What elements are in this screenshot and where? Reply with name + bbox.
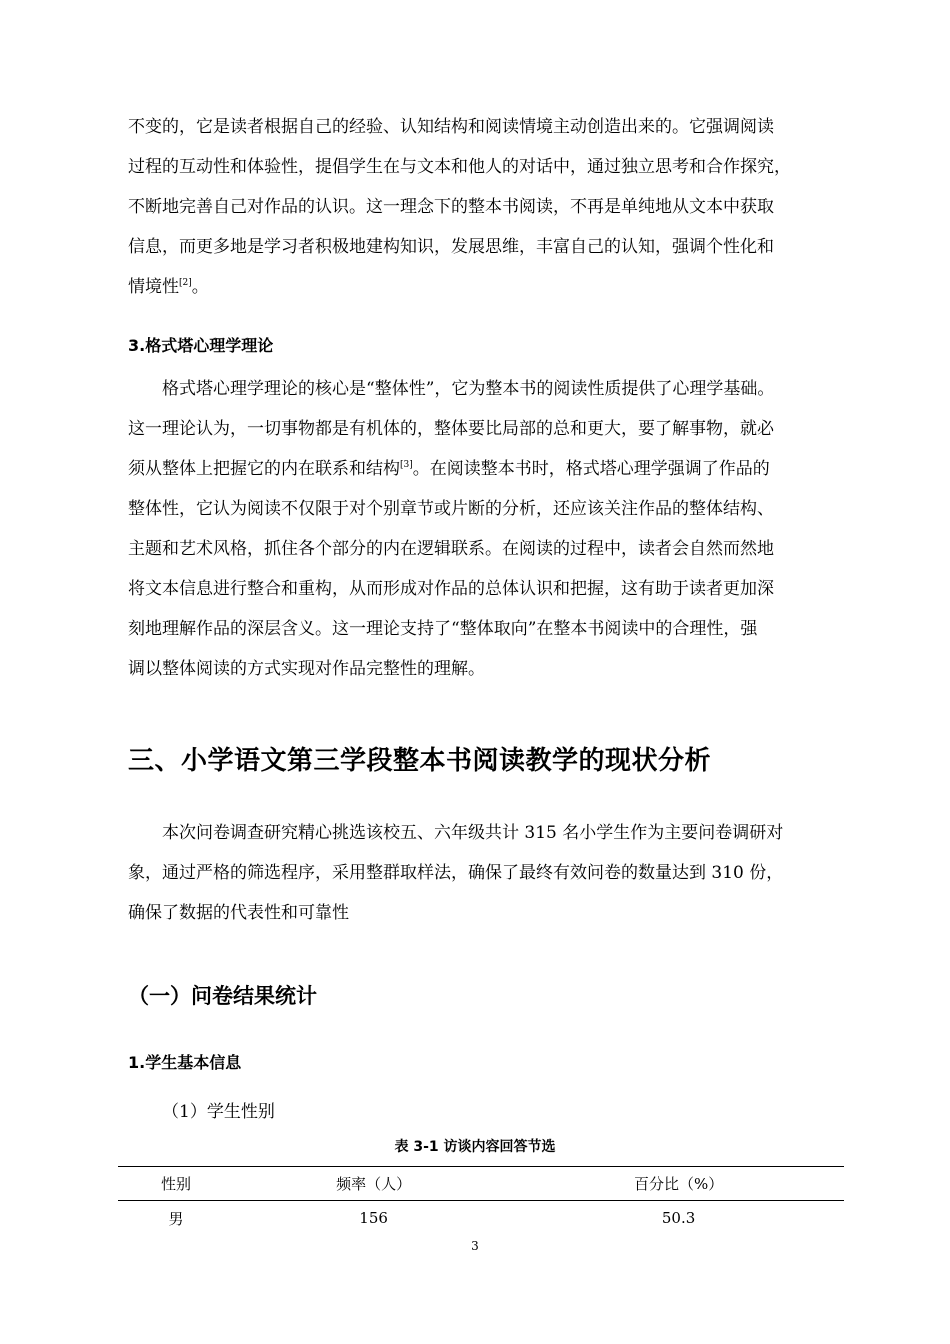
paragraph-gestalt xyxy=(128,369,858,689)
citation-ref: [2] xyxy=(179,278,192,288)
table-cell: 156 xyxy=(359,1209,388,1227)
column-header-percentage: 百分比（%） xyxy=(513,1167,844,1201)
text-line: 过程的互动性和体验性，提倡学生在与文本和他人的对话中，通过独立思考和合作探究， xyxy=(128,157,791,177)
item-label: （1）学生性别 xyxy=(162,1102,275,1122)
page-number: 3 xyxy=(471,1239,479,1253)
text-line: 象，通过严格的筛选程序，采用整群取样法，确保了最终有效问卷的数量达到 310 份， xyxy=(128,863,784,883)
section-heading: （一）问卷结果统计 xyxy=(128,984,317,1008)
column-header-gender: 性别 xyxy=(118,1167,234,1201)
paragraph-constructivism xyxy=(128,107,858,307)
text-line: 格式塔心理学理论的核心是“整体性”，它为整本书的阅读性质提供了心理学基础。 xyxy=(162,379,775,399)
text-fragment: 。 xyxy=(191,277,209,297)
text-fragment: 须从整体上把握它的内在联系和结构 xyxy=(128,459,400,479)
heading-gestalt-theory: 3.格式塔心理学理论 xyxy=(128,336,274,355)
text-line: 刻地理解作品的深层含义。这一理论支持了“整体取向”在整本书阅读中的合理性，强 xyxy=(128,619,758,639)
citation-ref: [3] xyxy=(400,460,413,470)
subsection-heading: 1.学生基本信息 xyxy=(128,1053,242,1072)
text-line: 确保了数据的代表性和可靠性 xyxy=(128,903,349,923)
text-line xyxy=(128,449,858,489)
text-line: 整体性，它认为阅读不仅限于对个别章节或片断的分析，还应该关注作品的整体结构、 xyxy=(128,499,774,519)
table-row xyxy=(118,1201,844,1233)
table-header-row xyxy=(118,1167,844,1201)
text-line: 不变的，它是读者根据自己的经验、认知结构和阅读情境主动创造出来的。它强调阅读 xyxy=(128,117,774,137)
text-line: 调以整体阅读的方式实现对作品完整性的理解。 xyxy=(128,659,485,679)
table-caption: 表 3-1 访谈内容回答节选 xyxy=(394,1139,556,1155)
text-line: 主题和艺术风格，抓住各个部分的内在逻辑联系。在阅读的过程中，读者会自然而然地 xyxy=(128,539,774,559)
text-line xyxy=(128,267,858,307)
text-fragment: 情境性 xyxy=(128,277,179,297)
gender-table xyxy=(118,1166,844,1232)
text-line: 信息，而更多地是学习者积极地建构知识，发展思维，丰富自己的认知，强调个性化和 xyxy=(128,237,774,257)
text-line: 本次问卷调查研究精心挑选该校五、六年级共计 315 名小学生作为主要问卷调研对 xyxy=(162,823,784,843)
text-fragment: 。在阅读整本书时，格式塔心理学强调了作品的 xyxy=(412,459,770,479)
chapter-heading: 三、小学语文第三学段整本书阅读教学的现状分析 xyxy=(128,746,712,776)
text-line: 这一理论认为，一切事物都是有机体的，整体要比局部的总和更大，要了解事物，就必 xyxy=(128,419,774,439)
table-cell: 男 xyxy=(168,1209,184,1228)
paragraph-survey xyxy=(128,813,858,933)
column-header-frequency: 频率（人） xyxy=(234,1167,513,1201)
table-cell: 50.3 xyxy=(661,1209,696,1227)
text-line: 将文本信息进行整合和重构，从而形成对作品的总体认识和把握，这有助于读者更加深 xyxy=(128,579,774,599)
text-line: 不断地完善自己对作品的认识。这一理念下的整本书阅读，不再是单纯地从文本中获取 xyxy=(128,197,774,217)
